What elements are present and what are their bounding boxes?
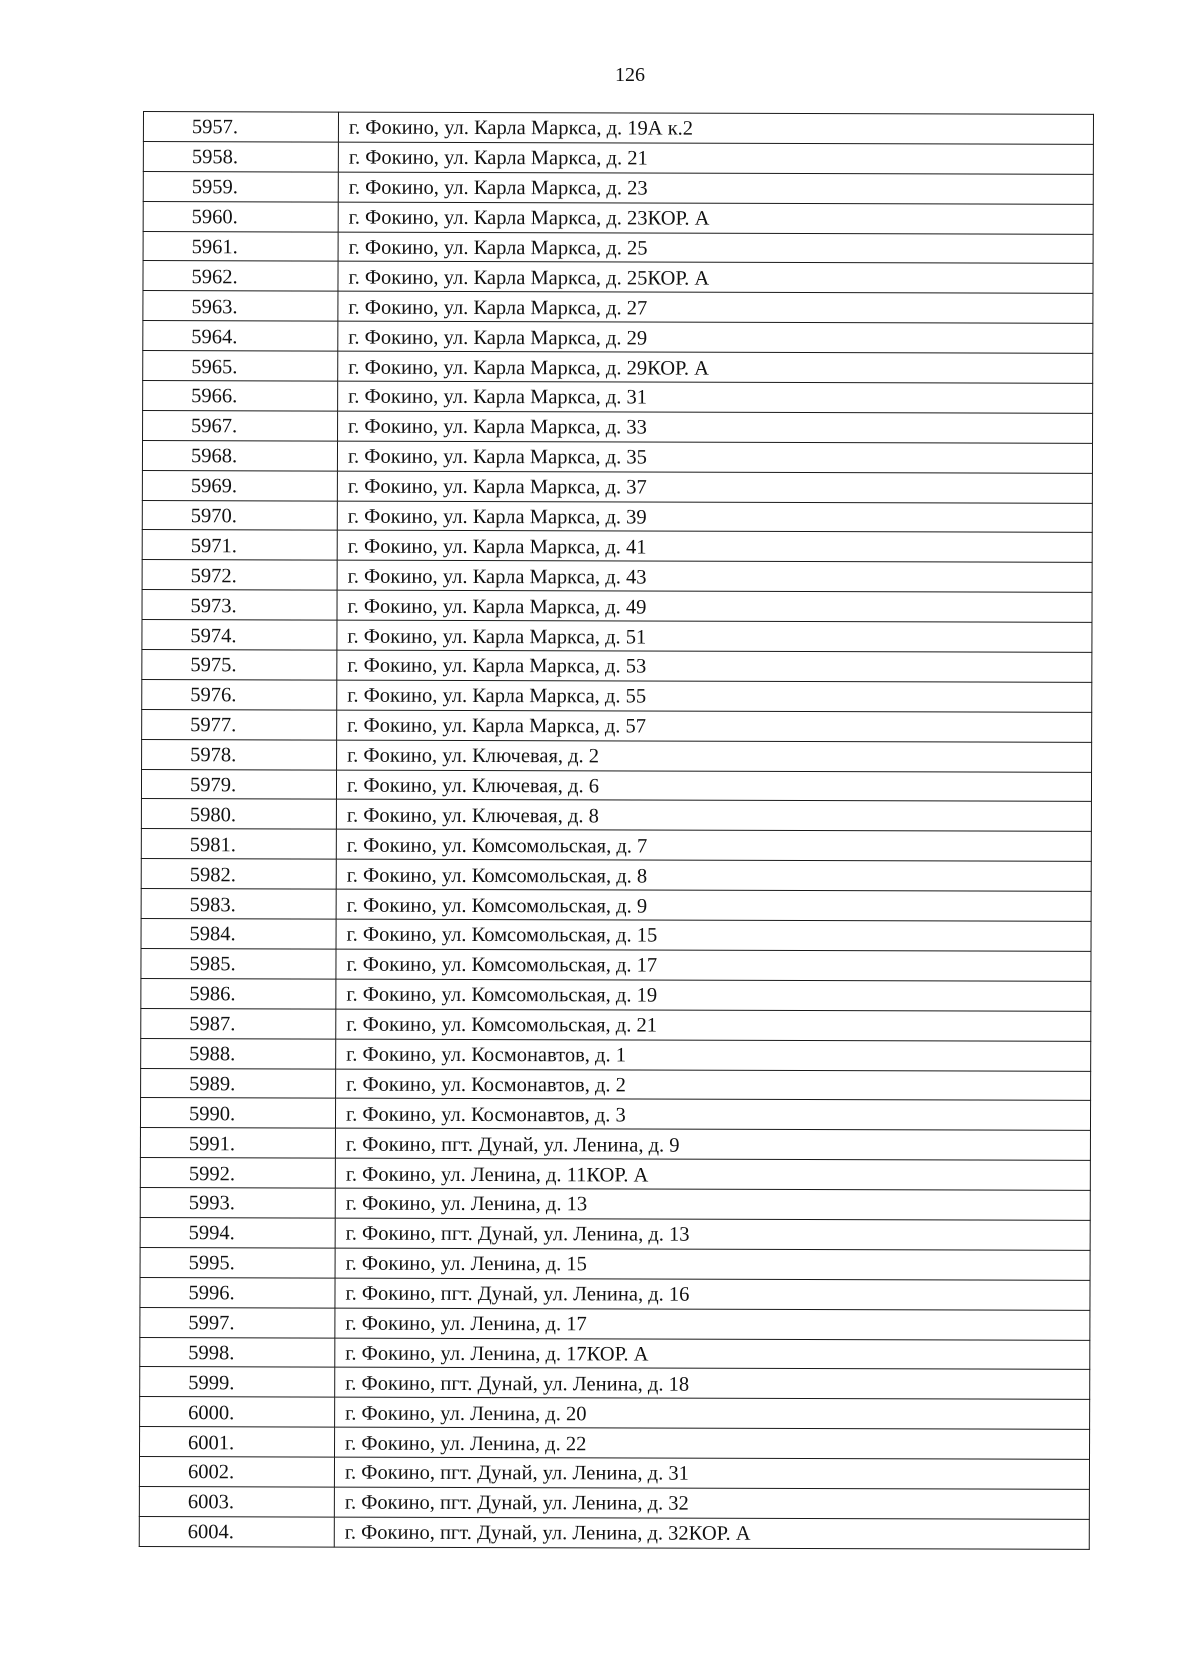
address-cell: [334, 1517, 1089, 1549]
address-cell: [335, 1278, 1090, 1310]
row-number-cell: [140, 1367, 335, 1397]
address-cell: [335, 1188, 1090, 1220]
address-text: г. Фокино, ул. Ключевая, д. 8: [346, 804, 599, 828]
address-text: г. Фокино, ул. Карла Маркса, д. 21: [348, 146, 648, 170]
address-cell: [335, 1308, 1090, 1340]
row-number: 5982.: [189, 863, 236, 886]
address-text: г. Фокино, ул. Комсомольская, д. 17: [346, 953, 658, 977]
table-row: [143, 321, 1093, 354]
address-text: г. Фокино, ул. Карла Маркса, д. 37: [347, 475, 647, 499]
row-number-cell: [143, 351, 338, 381]
table-row: [140, 1158, 1090, 1191]
row-number-cell: [143, 261, 338, 291]
row-number: 5992.: [188, 1162, 236, 1185]
address-cell: [335, 1338, 1090, 1370]
row-number: 5959.: [191, 176, 238, 199]
address-text: г. Фокино, ул. Ключевая, д. 2: [347, 744, 600, 768]
address-text: г. Фокино, ул. Карла Маркса, д. 53: [347, 655, 647, 678]
table-row: [140, 1367, 1090, 1400]
table-row: [141, 948, 1091, 981]
address-text: г. Фокино, ул. Карла Маркса, д. 29КОР. А: [348, 356, 710, 380]
row-number: 5970.: [190, 505, 237, 528]
row-number: 6000.: [188, 1401, 235, 1424]
table-row: [140, 1217, 1090, 1250]
address-text: г. Фокино, пгт. Дунай, ул. Ленина, д. 16: [345, 1282, 690, 1306]
row-number-cell: [142, 620, 337, 650]
table-row: [143, 291, 1093, 324]
table-row: [143, 231, 1093, 264]
page-number: 126: [615, 64, 645, 86]
table-row: [140, 1427, 1090, 1460]
address-text: г. Фокино, ул. Карла Маркса, д. 31: [348, 386, 648, 409]
table-row: [141, 978, 1091, 1011]
address-text: г. Фокино, ул. Карла Маркса, д. 23: [348, 176, 648, 200]
table-row: [143, 171, 1093, 204]
address-cell: [337, 501, 1092, 533]
address-cell: [337, 590, 1092, 622]
row-number: 5967.: [191, 415, 238, 438]
table-row: [142, 679, 1092, 712]
row-number-cell: [140, 1188, 335, 1218]
row-number-cell: [143, 291, 338, 321]
row-number-cell: [142, 470, 337, 500]
address-cell: [338, 232, 1093, 264]
address-cell: [337, 710, 1092, 742]
row-number: 6002.: [187, 1461, 235, 1484]
row-number-cell: [141, 948, 336, 978]
address-cell: [335, 1128, 1090, 1160]
row-number: 5975.: [190, 654, 237, 677]
row-number: 5980.: [189, 804, 237, 827]
address-cell: [335, 1218, 1090, 1250]
address-cell: [338, 262, 1093, 294]
table-row: [140, 1307, 1090, 1340]
row-number: 5966.: [191, 385, 238, 408]
table-row: [143, 201, 1093, 234]
row-number-cell: [140, 1128, 335, 1158]
address-cell: [337, 531, 1092, 563]
address-cell: [338, 172, 1093, 204]
address-cell: [336, 800, 1091, 832]
row-number-cell: [143, 381, 338, 411]
address-text: г. Фокино, пгт. Дунай, ул. Ленина, д. 13: [345, 1222, 690, 1246]
address-text: г. Фокино, ул. Карла Маркса, д. 55: [347, 684, 647, 708]
address-cell: [338, 411, 1093, 443]
address-text: г. Фокино, ул. Карла Маркса, д. 51: [347, 625, 647, 649]
row-number: 5979.: [189, 774, 237, 797]
address-text: г. Фокино, ул. Карла Маркса, д. 25КОР. А: [348, 266, 710, 290]
address-cell: [338, 291, 1093, 323]
row-number: 5976.: [190, 684, 237, 707]
row-number-cell: [143, 321, 338, 351]
row-number-cell: [141, 889, 336, 919]
address-text: г. Фокино, пгт. Дунай, ул. Ленина, д. 31: [344, 1462, 689, 1486]
row-number: 5984.: [189, 923, 236, 946]
row-number: 5962.: [191, 265, 238, 289]
table-row: [140, 1277, 1090, 1310]
address-cell: [336, 919, 1091, 951]
address-cell: [334, 1457, 1089, 1489]
table-row: [142, 739, 1092, 772]
address-text: г. Фокино, ул. Ленина, д. 11КОР. А: [345, 1163, 649, 1187]
address-cell: [337, 471, 1092, 503]
address-text: г. Фокино, ул. Ленина, д. 17: [345, 1312, 587, 1336]
table-row: [139, 1516, 1089, 1549]
address-text: г. Фокино, ул. Карла Маркса, д. 25: [348, 236, 648, 260]
row-number: 5960.: [191, 206, 238, 229]
row-number-cell: [142, 650, 337, 680]
row-number-cell: [141, 829, 336, 859]
row-number-cell: [140, 1247, 335, 1277]
row-number-cell: [141, 1068, 336, 1098]
table-row: [142, 620, 1092, 653]
row-number: 5972.: [190, 564, 237, 588]
row-number: 5971.: [190, 535, 237, 558]
address-text: г. Фокино, ул. Комсомольская, д. 21: [346, 1013, 658, 1037]
row-number-cell: [139, 1486, 334, 1516]
row-number-cell: [142, 500, 337, 530]
row-number-cell: [141, 769, 336, 799]
row-number: 5990.: [188, 1102, 236, 1126]
table-row: [141, 799, 1091, 832]
row-number: 5995.: [188, 1252, 235, 1275]
row-number: 5963.: [191, 295, 238, 319]
address-cell: [337, 740, 1092, 772]
row-number: 5977.: [190, 714, 237, 737]
address-text: г. Фокино, ул. Карла Маркса, д. 35: [347, 445, 647, 469]
address-cell: [338, 202, 1093, 234]
address-cell: [337, 560, 1092, 592]
row-number: 5994.: [188, 1222, 235, 1245]
row-number: 5981.: [189, 833, 236, 857]
address-text: г. Фокино, ул. Карла Маркса, д. 23КОР. А: [348, 206, 710, 230]
address-text: г. Фокино, ул. Ленина, д. 22: [345, 1432, 587, 1455]
row-number-cell: [140, 1277, 335, 1307]
row-number-cell: [143, 171, 338, 201]
address-cell: [337, 650, 1092, 682]
row-number-cell: [143, 141, 338, 171]
table-row: [141, 769, 1091, 802]
address-text: г. Фокино, ул. Комсомольская, д. 19: [346, 983, 658, 1007]
address-text: г. Фокино, ул. Карла Маркса, д. 33: [348, 415, 647, 439]
table-row: [142, 590, 1092, 623]
address-cell: [338, 351, 1093, 383]
row-number-cell: [139, 1457, 334, 1487]
address-text: г. Фокино, пгт. Дунай, ул. Ленина, д. 9: [345, 1133, 680, 1157]
address-cell: [338, 112, 1093, 144]
row-number-cell: [142, 590, 337, 620]
address-cell: [335, 1427, 1090, 1459]
address-table: [139, 111, 1094, 1550]
row-number-cell: [142, 560, 337, 590]
row-number-cell: [141, 1038, 336, 1068]
row-number: 5958.: [191, 146, 239, 169]
row-number: 6004.: [187, 1521, 234, 1544]
address-cell: [337, 620, 1092, 652]
row-number-cell: [141, 1008, 336, 1038]
table-row: [142, 650, 1092, 683]
address-cell: [336, 829, 1091, 861]
row-number-cell: [142, 440, 337, 470]
address-text: г. Фокино, пгт. Дунай, ул. Ленина, д. 32КОР. А: [344, 1521, 751, 1546]
address-text: г. Фокино, ул. Карла Маркса, д. 57: [347, 714, 647, 738]
address-text: г. Фокино, ул. Карла Маркса, д. 41: [347, 535, 647, 559]
row-number: 5974.: [190, 624, 237, 647]
table-row: [140, 1337, 1090, 1370]
row-number-cell: [139, 1516, 334, 1546]
row-number: 5957.: [191, 116, 239, 139]
row-number-cell: [143, 201, 338, 231]
address-text: г. Фокино, ул. Карла Маркса, д. 29: [348, 326, 648, 350]
address-text: г. Фокино, ул. Комсомольская, д. 15: [346, 924, 658, 947]
address-text: г. Фокино, ул. Космонавтов, д. 1: [346, 1043, 627, 1067]
table-row: [142, 500, 1092, 533]
table-row: [142, 530, 1092, 563]
address-text: г. Фокино, пгт. Дунай, ул. Ленина, д. 18: [345, 1372, 690, 1396]
row-number: 5968.: [190, 445, 238, 468]
row-number-cell: [141, 859, 336, 889]
row-number: 5988.: [189, 1043, 236, 1066]
row-number-cell: [143, 112, 338, 142]
table-row: [140, 1188, 1090, 1221]
row-number-cell: [142, 709, 337, 739]
row-number-cell: [140, 1098, 335, 1128]
row-number: 5983.: [189, 893, 236, 916]
address-text: г. Фокино, ул. Комсомольская, д. 7: [346, 834, 648, 858]
row-number-cell: [143, 231, 338, 261]
address-text: г. Фокино, ул. Ленина, д. 15: [345, 1252, 587, 1276]
address-cell: [338, 381, 1093, 413]
row-number: 5993.: [188, 1192, 235, 1215]
row-number-cell: [140, 1397, 335, 1427]
address-cell: [335, 1367, 1090, 1399]
address-cell: [334, 1487, 1089, 1519]
address-text: г. Фокино, ул. Ленина, д. 13: [345, 1193, 588, 1216]
address-text: г. Фокино, ул. Карла Маркса, д. 27: [348, 296, 648, 320]
address-cell: [336, 1039, 1091, 1071]
row-number-cell: [142, 679, 337, 709]
table-row: [143, 141, 1093, 174]
table-row: [143, 410, 1093, 443]
address-cell: [335, 1098, 1090, 1130]
row-number: 6003.: [187, 1491, 235, 1514]
table-row: [142, 709, 1092, 742]
address-text: г. Фокино, ул. Комсомольская, д. 8: [346, 864, 648, 888]
address-text: г. Фокино, ул. Ленина, д. 17КОР. А: [345, 1342, 649, 1366]
address-table-body: [139, 112, 1093, 1550]
row-number: 5991.: [188, 1132, 236, 1155]
row-number-cell: [142, 530, 337, 560]
table-row: [141, 919, 1091, 952]
row-number: 5961.: [191, 236, 238, 259]
address-cell: [336, 1069, 1091, 1101]
row-number: 5987.: [189, 1013, 236, 1036]
address-cell: [336, 889, 1091, 921]
table-row: [141, 1038, 1091, 1071]
row-number: 5999.: [188, 1371, 235, 1395]
address-text: г. Фокино, ул. Космонавтов, д. 3: [345, 1103, 626, 1127]
table-row: [140, 1247, 1090, 1280]
address-cell: [337, 680, 1092, 712]
row-number-cell: [140, 1427, 335, 1457]
row-number: 5989.: [189, 1073, 236, 1096]
address-cell: [335, 1248, 1090, 1280]
row-number: 6001.: [188, 1431, 235, 1454]
address-cell: [338, 142, 1093, 174]
row-number: 5985.: [189, 953, 236, 976]
table-row: [140, 1128, 1090, 1161]
row-number-cell: [142, 739, 337, 769]
address-cell: [336, 979, 1091, 1011]
address-text: г. Фокино, ул. Карла Маркса, д. 43: [347, 565, 647, 589]
address-cell: [336, 949, 1091, 981]
table-row: [141, 1008, 1091, 1041]
table-row: [141, 829, 1091, 862]
row-number-cell: [143, 410, 338, 440]
row-number-cell: [141, 799, 336, 829]
table-row: [140, 1397, 1090, 1430]
address-cell: [335, 1397, 1090, 1429]
address-text: г. Фокино, ул. Ключевая, д. 6: [346, 774, 600, 798]
row-number: 5996.: [188, 1282, 235, 1305]
row-number-cell: [141, 978, 336, 1008]
table-row: [142, 560, 1092, 593]
table-row: [143, 351, 1093, 384]
row-number: 5969.: [190, 475, 238, 498]
table-row: [143, 381, 1093, 414]
row-number: 5986.: [189, 983, 236, 1006]
row-number-cell: [141, 919, 336, 949]
address-cell: [337, 441, 1092, 473]
row-number: 5973.: [190, 594, 237, 617]
table-row: [139, 1486, 1089, 1519]
address-text: г. Фокино, ул. Ленина, д. 20: [345, 1402, 587, 1426]
address-cell: [336, 1009, 1091, 1041]
table-row: [142, 470, 1092, 503]
table-row: [141, 1068, 1091, 1101]
row-number: 5997.: [188, 1312, 235, 1335]
row-number: 5998.: [188, 1342, 235, 1365]
row-number-cell: [140, 1217, 335, 1247]
table-row: [140, 1098, 1090, 1131]
row-number-cell: [140, 1158, 335, 1188]
address-text: г. Фокино, пгт. Дунай, ул. Ленина, д. 32: [344, 1491, 689, 1515]
address-text: г. Фокино, ул. Карла Маркса, д. 49: [347, 595, 647, 619]
address-cell: [335, 1158, 1090, 1190]
table-row: [143, 261, 1093, 294]
row-number: 5978.: [190, 744, 237, 767]
row-number-cell: [140, 1307, 335, 1337]
address-text: г. Фокино, ул. Карла Маркса, д. 19А к.2: [348, 117, 694, 141]
address-cell: [336, 770, 1091, 802]
table-row: [142, 440, 1092, 473]
address-cell: [338, 321, 1093, 353]
table-row: [141, 859, 1091, 892]
address-text: г. Фокино, ул. Карла Маркса, д. 39: [347, 505, 647, 529]
address-text: г. Фокино, ул. Комсомольская, д. 9: [346, 894, 648, 918]
table-row: [139, 1457, 1089, 1490]
row-number-cell: [140, 1337, 335, 1367]
address-cell: [336, 859, 1091, 891]
table-row: [141, 889, 1091, 922]
row-number: 5965.: [191, 355, 238, 378]
table-row: [143, 112, 1093, 145]
address-text: г. Фокино, ул. Космонавтов, д. 2: [346, 1073, 626, 1097]
row-number: 5964.: [191, 325, 238, 348]
